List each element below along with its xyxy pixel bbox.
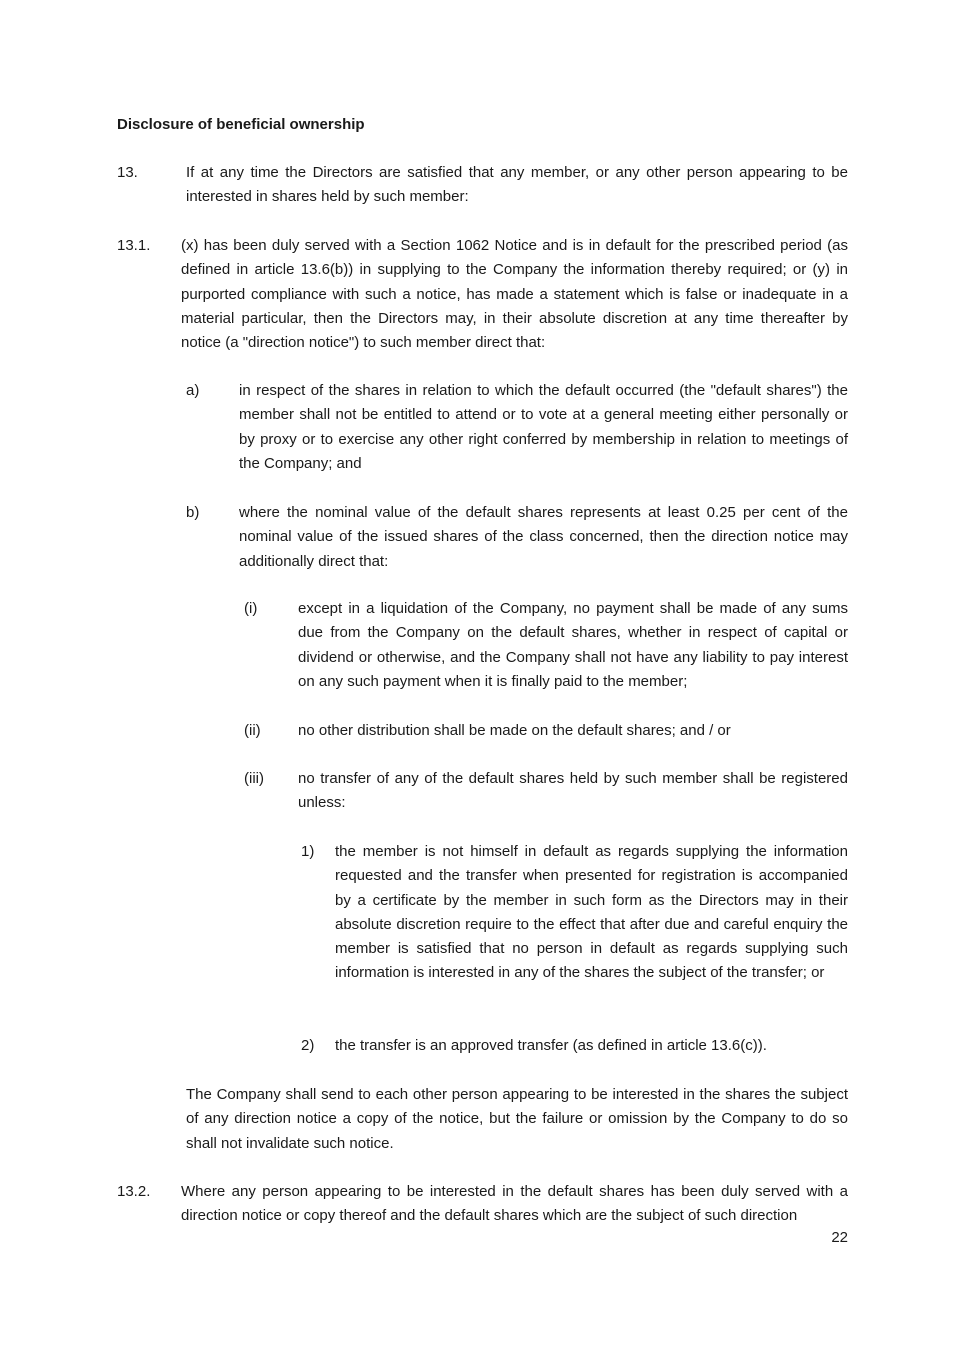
clause-13-2	[117, 1180, 848, 1229]
page-number: 22	[831, 1229, 848, 1246]
clause-number: a)	[186, 382, 200, 399]
section-heading: Disclosure of beneficial ownership	[117, 116, 365, 133]
subitem-1	[301, 840, 848, 986]
clause-text: no other distribution shall be made on the default shares; and / or	[298, 722, 731, 739]
clause-text: in respect of the shares in relation to which the default occurred (the "default shares") the member shall not be entitled to attend or to vote at a general meeting either personally or by proxy or to exercise any other right conferred by membership in relation to meetings of the Company; and	[239, 382, 848, 472]
clause-number: b)	[186, 504, 200, 521]
subclause-b	[186, 501, 848, 574]
clause-number: (ii)	[244, 722, 261, 739]
clause-text: where the nominal value of the default shares represents at least 0.25 per cent of the nominal value of the issued shares of the class concerned, then the direction notice may additionally direct that:	[239, 504, 848, 570]
item-iii	[244, 767, 848, 816]
clause-text: no transfer of any of the default shares held by such member shall be registered unless:	[298, 770, 848, 812]
clause-number: 1)	[301, 843, 315, 860]
clause-number: 13.	[117, 164, 138, 181]
clause-13-1	[117, 234, 848, 355]
clause-text: except in a liquidation of the Company, no payment shall be made of any sums due from the Company on the default shares, whether in respect of capital or dividend or otherwise, and the Company shall not have any liability to pay interest on any such payment when it is finally paid to the member;	[298, 600, 848, 690]
closing-paragraph	[186, 1083, 848, 1156]
clause-text: (x) has been duly served with a Section 1062 Notice and is in default for the prescribed period (as defined in article 13.6(b)) in supplying to the Company the information thereby required; or (y) in purported compliance with such a notice, has made a statement which is false or inadequate in a material particular, then the Directors may, in their absolute discretion at any time thereafter by notice (a "direction notice") to such member direct that:	[181, 237, 848, 352]
item-ii	[244, 719, 848, 743]
item-i	[244, 597, 848, 694]
clause-number: 2)	[301, 1037, 315, 1054]
clause-text: The Company shall send to each other person appearing to be interested in the shares the subject of any direction notice a copy of the notice, but the failure or omission by the Company to do so shall not invalidate such notice.	[186, 1086, 848, 1152]
clause-text: the transfer is an approved transfer (as defined in article 13.6(c)).	[335, 1037, 767, 1054]
clause-number: (iii)	[244, 770, 264, 787]
subclause-a	[186, 379, 848, 476]
clause-number: 13.1.	[117, 237, 151, 254]
clause-text: If at any time the Directors are satisfied that any member, or any other person appearing to be interested in shares held by such member:	[186, 164, 848, 206]
clause-13	[117, 161, 848, 210]
subitem-2	[301, 1034, 848, 1058]
clause-text: Where any person appearing to be interested in the default shares has been duly served with a direction notice or copy thereof and the default shares which are the subject of such direction	[181, 1183, 848, 1225]
clause-number: 13.2.	[117, 1183, 151, 1200]
clause-text: the member is not himself in default as regards supplying the information requested and the transfer when presented for registration is accompanied by a certificate by the member in such form as the Directors may in their absolute discretion require to the effect that after due and careful enquiry the member is satisfied that no person in default as regards supplying such information is interested in any of the shares the subject of the transfer; or	[335, 843, 848, 982]
clause-number: (i)	[244, 600, 258, 617]
